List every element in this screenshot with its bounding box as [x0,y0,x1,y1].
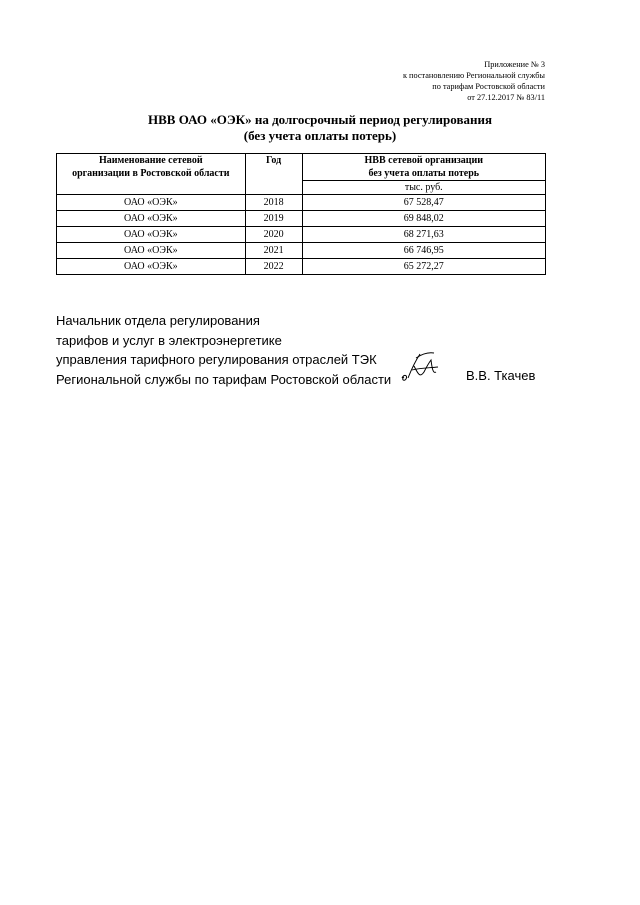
appendix-line: от 27.12.2017 № 83/11 [467,93,545,102]
appendix-line: по тарифам Ростовской области [432,82,545,91]
signer-position-line: тарифов и услуг в электроэнергетике [56,332,282,348]
cell-value: 65 272,27 [302,259,545,275]
header-year: Год [245,154,302,195]
header-nvv: НВВ сетевой организации без учета оплаты потерь [302,154,545,181]
cell-value: 66 746,95 [302,243,545,259]
appendix-line: к постановлению Региональной службы [402,71,545,80]
appendix-note [403,59,545,103]
cell-org: ОАО «ОЭК» [57,243,246,259]
title-line: НВВ ОАО «ОЭК» на долгосрочный период регулирования [147,112,492,127]
signer-block [56,311,391,389]
tariff-table [56,153,546,275]
cell-value: 69 848,02 [302,211,545,227]
cell-year: 2018 [245,195,302,211]
cell-value: 67 528,47 [302,195,545,211]
appendix-line: Приложение № 3 [484,60,545,69]
table-row [57,259,546,275]
document-title [0,112,640,144]
signer-name: В.В. Ткачев [466,368,536,383]
signer-position-line: Региональной службы по тарифам Ростовской области [56,371,392,387]
table-header-row [57,154,546,181]
table-row [57,227,546,243]
cell-year: 2020 [245,227,302,243]
cell-year: 2022 [245,259,302,275]
title-subline: (без учета оплаты потерь) [243,128,397,143]
table-row [57,243,546,259]
cell-org: ОАО «ОЭК» [57,195,246,211]
header-unit: тыс. руб. [302,181,545,195]
header-org: Наименование сетевой организации в Ростовской области [57,154,246,195]
cell-org: ОАО «ОЭК» [57,211,246,227]
cell-value: 68 271,63 [302,227,545,243]
table-row [57,211,546,227]
signer-position-line: Начальник отдела регулирования [56,313,260,328]
cell-year: 2019 [245,211,302,227]
signer-position-line: управления тарифного регулирования отраслей ТЭК [56,352,377,367]
cell-year: 2021 [245,243,302,259]
cell-org: ОАО «ОЭК» [57,259,246,275]
table-row [57,195,546,211]
cell-org: ОАО «ОЭК» [57,227,246,243]
handwritten-signature [398,348,442,386]
